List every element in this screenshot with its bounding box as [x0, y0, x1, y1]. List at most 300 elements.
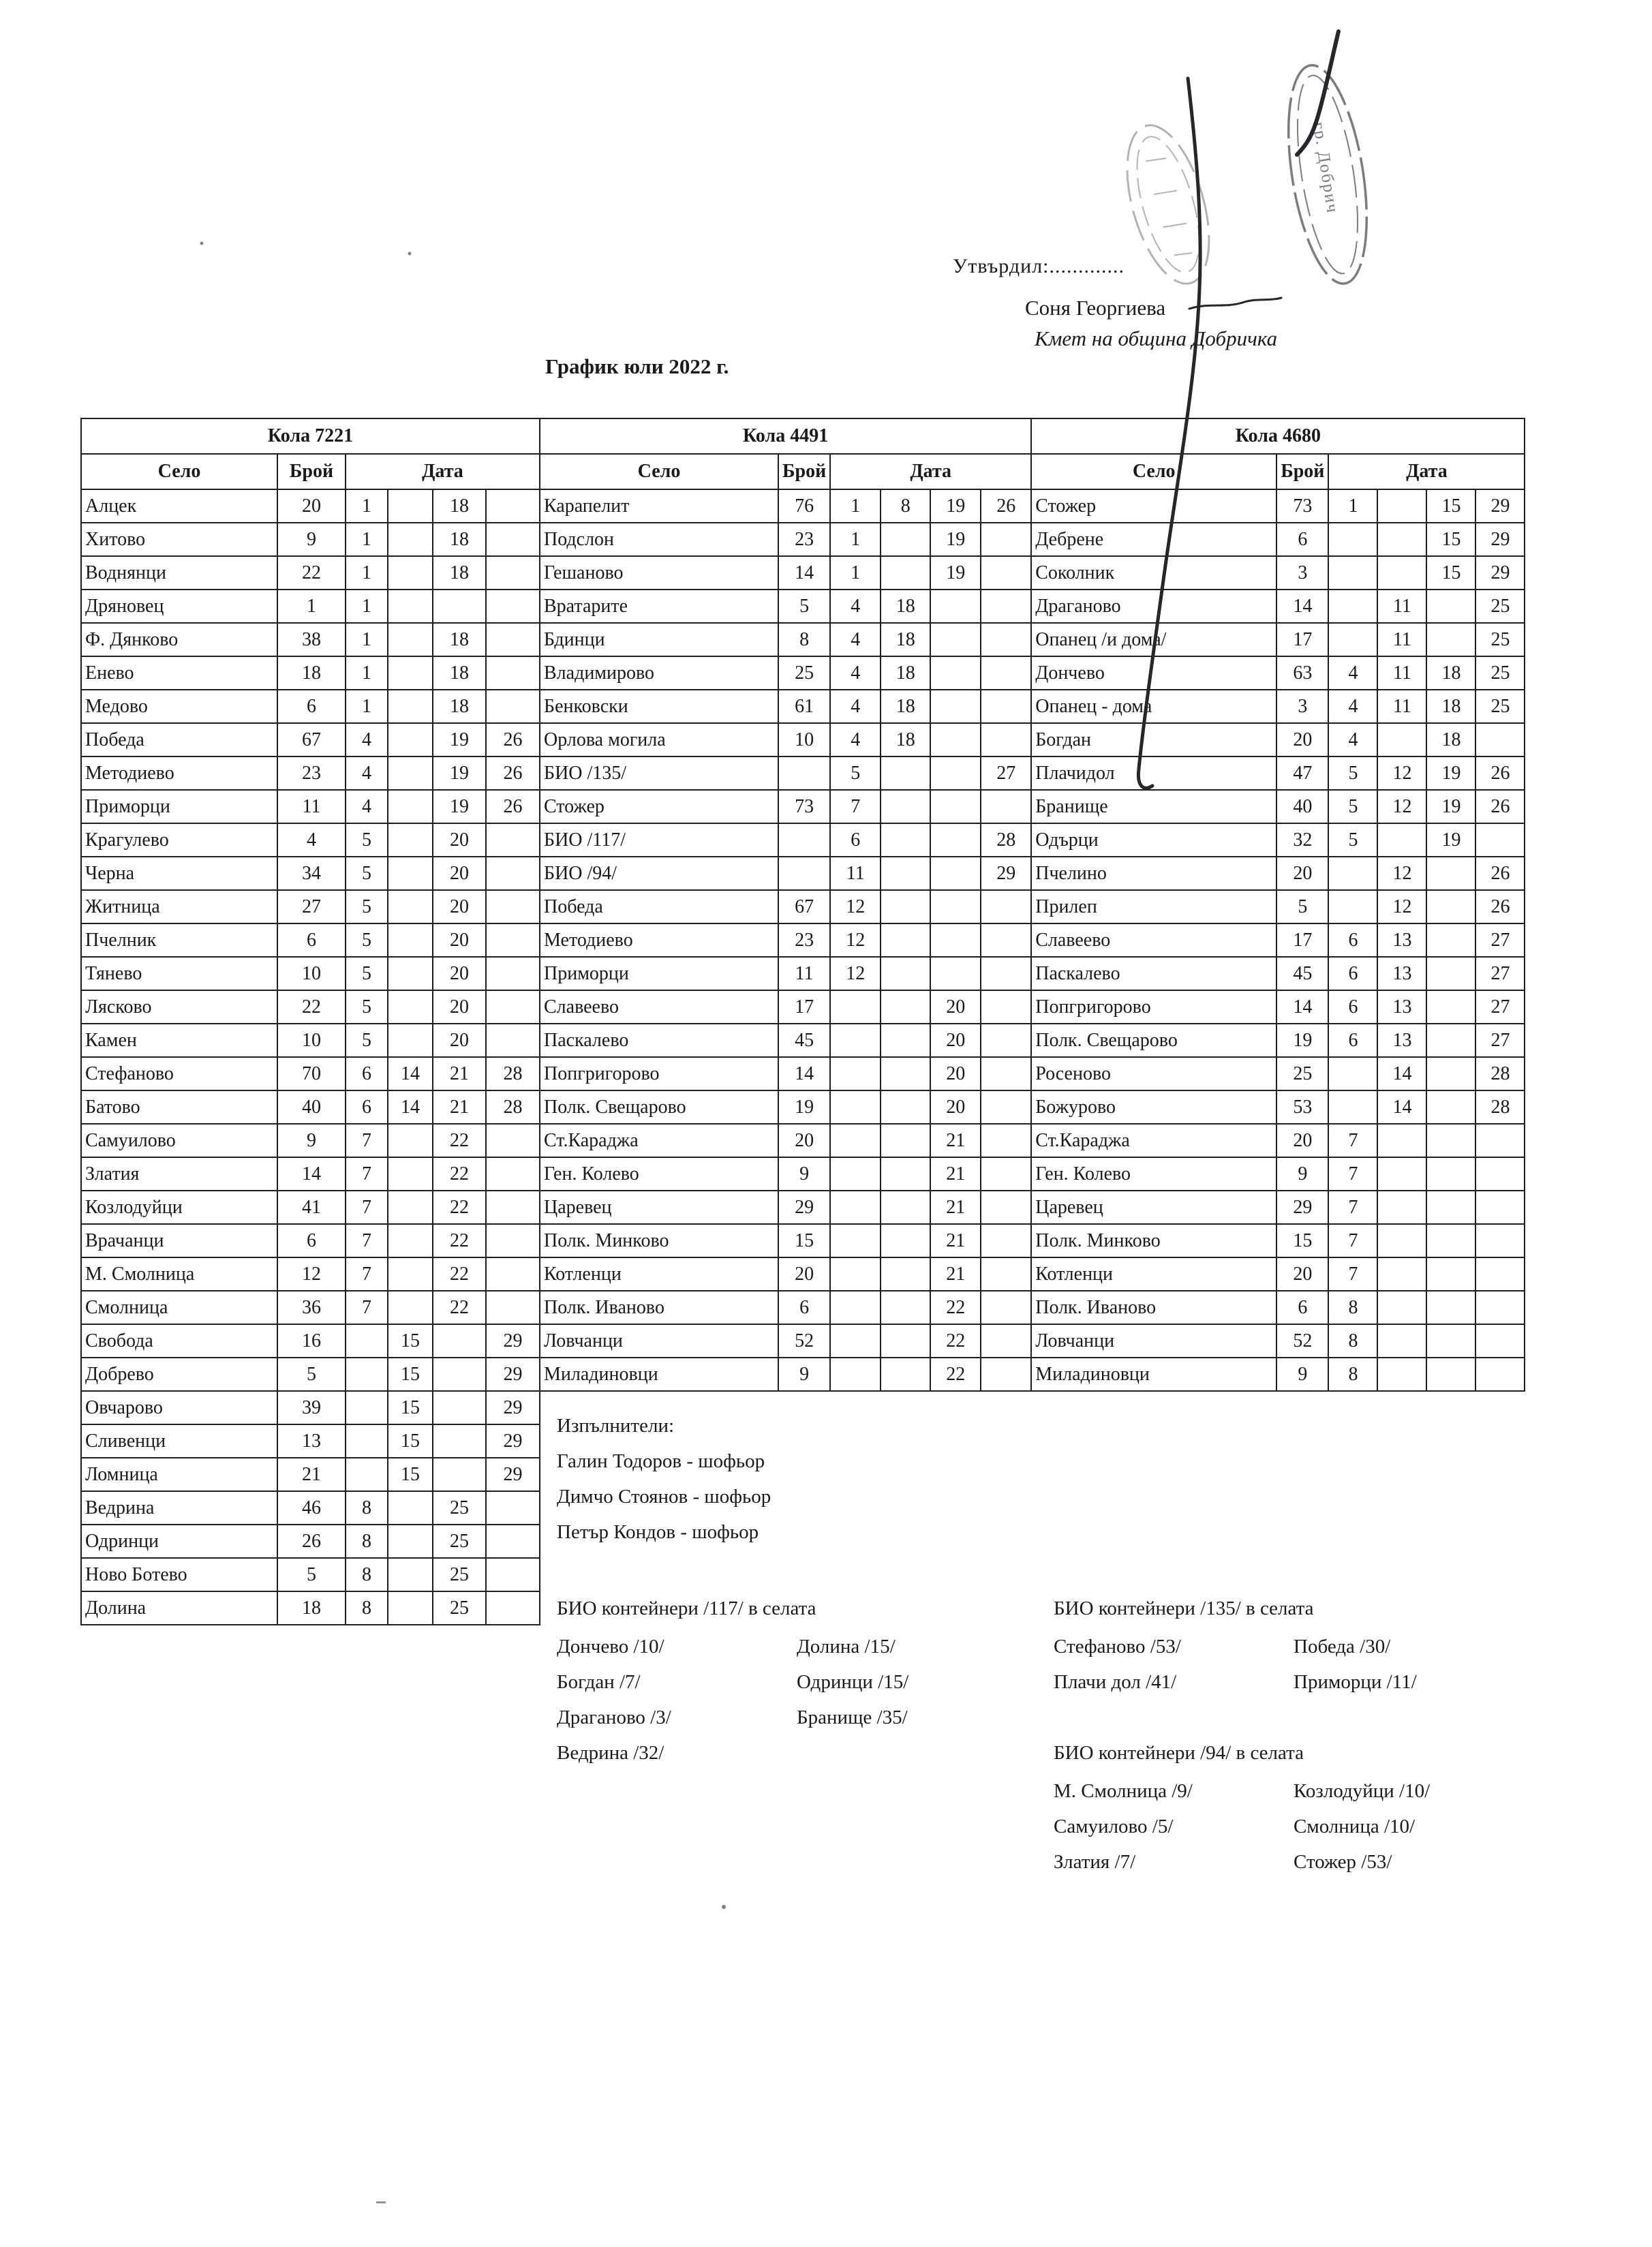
- count-cell: 20: [277, 489, 346, 523]
- schedule-row: [1031, 1057, 1525, 1090]
- village-cell: Овчарово: [81, 1391, 277, 1424]
- schedule-row: [1031, 857, 1525, 890]
- date-cell: [1426, 1124, 1475, 1157]
- date-cell: [388, 1224, 433, 1257]
- date-cell: [1377, 1191, 1426, 1224]
- date-cell: 1: [830, 556, 881, 590]
- date-cell: [1377, 523, 1426, 556]
- date-cell: 7: [830, 790, 881, 823]
- schedule-table-kola-4491: [539, 418, 1032, 1392]
- date-cell: [388, 1024, 433, 1057]
- date-cell: [1328, 523, 1377, 556]
- village-cell: Методиево: [540, 923, 778, 957]
- count-cell: 4: [277, 823, 346, 857]
- date-cell: 29: [486, 1324, 540, 1358]
- date-cell: [930, 857, 981, 890]
- count-cell: 17: [1276, 623, 1328, 656]
- signature-stroke-top: [1297, 31, 1339, 155]
- count-cell: 76: [778, 489, 830, 523]
- village-cell: Медово: [81, 690, 277, 723]
- village-cell: Ново Ботево: [81, 1558, 277, 1591]
- count-cell: 23: [778, 523, 830, 556]
- village-cell: Самуилово: [81, 1124, 277, 1157]
- date-cell: [930, 623, 981, 656]
- village-cell: Камен: [81, 1024, 277, 1057]
- date-cell: [486, 623, 540, 656]
- date-cell: [1426, 890, 1475, 923]
- car-header-row: [540, 418, 1031, 454]
- schedule-row: [540, 1358, 1031, 1391]
- col-count: Брой: [1276, 454, 1328, 489]
- count-cell: 23: [778, 923, 830, 957]
- car-label: Кола 4491: [540, 418, 1031, 454]
- page-title: График юли 2022 г.: [545, 354, 729, 378]
- village-cell: Попгригорово: [540, 1057, 778, 1090]
- date-cell: [1475, 1324, 1525, 1358]
- date-cell: 6: [1328, 957, 1377, 990]
- approver-name: Соня Георгиева: [1025, 296, 1166, 320]
- table-body: [1031, 489, 1525, 1391]
- schedule-row: [1031, 623, 1525, 656]
- executor-item: Галин Тодоров - шофьор: [557, 1450, 765, 1472]
- village-cell: Росеново: [1031, 1057, 1276, 1090]
- village-cell: Долина: [81, 1591, 277, 1625]
- count-cell: 10: [277, 1024, 346, 1057]
- date-cell: 18: [881, 623, 930, 656]
- date-cell: 14: [388, 1090, 433, 1124]
- schedule-row: [1031, 723, 1525, 756]
- date-cell: [346, 1458, 388, 1491]
- schedule-row: [1031, 1257, 1525, 1291]
- date-cell: [1328, 857, 1377, 890]
- date-cell: [486, 1224, 540, 1257]
- count-cell: 22: [277, 990, 346, 1024]
- date-cell: 25: [1475, 656, 1525, 690]
- count-cell: 26: [277, 1525, 346, 1558]
- village-cell: Алцек: [81, 489, 277, 523]
- car-header-row: [1031, 418, 1525, 454]
- date-cell: [486, 957, 540, 990]
- village-cell: Златия: [81, 1157, 277, 1191]
- date-cell: 19: [1426, 790, 1475, 823]
- schedule-row: [540, 957, 1031, 990]
- village-cell: Ф. Дянково: [81, 623, 277, 656]
- round-stamp-small-icon: [1112, 116, 1225, 292]
- count-cell: 9: [1276, 1358, 1328, 1391]
- village-cell: Сливенци: [81, 1424, 277, 1458]
- bio-row: [1054, 1809, 1533, 1844]
- date-cell: 22: [930, 1358, 981, 1391]
- count-cell: 14: [277, 1157, 346, 1191]
- date-cell: [1426, 923, 1475, 957]
- date-cell: 12: [1377, 756, 1426, 790]
- count-cell: 52: [1276, 1324, 1328, 1358]
- date-cell: 25: [433, 1558, 486, 1591]
- date-cell: [388, 1591, 433, 1625]
- date-cell: [1475, 1257, 1525, 1291]
- date-cell: [881, 823, 930, 857]
- count-cell: 15: [778, 1224, 830, 1257]
- table-body: [81, 489, 540, 1625]
- count-cell: 29: [778, 1191, 830, 1224]
- date-cell: 5: [830, 756, 881, 790]
- village-cell: Миладиновци: [1031, 1358, 1276, 1391]
- date-cell: [486, 1591, 540, 1625]
- date-cell: [1426, 1291, 1475, 1324]
- count-cell: 6: [1276, 1291, 1328, 1324]
- date-cell: 6: [1328, 990, 1377, 1024]
- schedule-row: [1031, 957, 1525, 990]
- date-cell: 25: [1475, 690, 1525, 723]
- bio-row: [557, 1735, 1037, 1771]
- date-cell: [388, 1491, 433, 1525]
- date-cell: [830, 1024, 881, 1057]
- schedule-row: [1031, 756, 1525, 790]
- date-cell: [388, 656, 433, 690]
- date-cell: 25: [1475, 590, 1525, 623]
- village-cell: Приморци: [540, 957, 778, 990]
- count-cell: 40: [277, 1090, 346, 1124]
- count-cell: 6: [277, 690, 346, 723]
- date-cell: [1328, 1057, 1377, 1090]
- schedule-row: [1031, 523, 1525, 556]
- village-cell: Ген. Колево: [540, 1157, 778, 1191]
- count-cell: 20: [1276, 857, 1328, 890]
- count-cell: 45: [1276, 957, 1328, 990]
- date-cell: 29: [981, 857, 1031, 890]
- count-cell: 45: [778, 1024, 830, 1057]
- date-cell: [881, 1224, 930, 1257]
- round-stamp-large-icon: [1275, 60, 1379, 289]
- village-cell: БИО /94/: [540, 857, 778, 890]
- schedule-row: [81, 1391, 540, 1424]
- schedule-row: [540, 690, 1031, 723]
- count-cell: 5: [277, 1358, 346, 1391]
- date-cell: 26: [1475, 890, 1525, 923]
- count-cell: 5: [1276, 890, 1328, 923]
- schedule-row: [81, 990, 540, 1024]
- schedule-row: [81, 1257, 540, 1291]
- date-cell: [1377, 1224, 1426, 1257]
- schedule-row: [540, 890, 1031, 923]
- date-cell: 18: [433, 690, 486, 723]
- date-cell: [1377, 1291, 1426, 1324]
- date-cell: [433, 1458, 486, 1491]
- village-cell: Бдинци: [540, 623, 778, 656]
- count-cell: 73: [778, 790, 830, 823]
- date-cell: [388, 489, 433, 523]
- count-cell: 9: [277, 523, 346, 556]
- village-cell: Полк. Свещарово: [540, 1090, 778, 1124]
- date-cell: [981, 623, 1031, 656]
- date-cell: 25: [433, 1525, 486, 1558]
- date-cell: 12: [830, 923, 881, 957]
- date-cell: 20: [433, 957, 486, 990]
- date-cell: 26: [981, 489, 1031, 523]
- count-cell: 25: [1276, 1057, 1328, 1090]
- count-cell: 14: [778, 556, 830, 590]
- bio-entry: Бранище /35/: [797, 1707, 908, 1728]
- date-cell: 28: [1475, 1057, 1525, 1090]
- date-cell: 20: [433, 823, 486, 857]
- count-cell: 1: [277, 590, 346, 623]
- date-cell: [1426, 1257, 1475, 1291]
- village-cell: Пчелино: [1031, 857, 1276, 890]
- executors-heading: Изпълнители:: [557, 1415, 675, 1437]
- date-cell: [486, 1257, 540, 1291]
- village-cell: Одринци: [81, 1525, 277, 1558]
- count-cell: 20: [778, 1257, 830, 1291]
- count-cell: [778, 756, 830, 790]
- count-cell: 9: [1276, 1157, 1328, 1191]
- date-cell: [981, 1090, 1031, 1124]
- date-cell: 7: [1328, 1124, 1377, 1157]
- date-cell: 20: [433, 990, 486, 1024]
- village-cell: Ловчанци: [1031, 1324, 1276, 1358]
- date-cell: [388, 690, 433, 723]
- date-cell: 18: [433, 489, 486, 523]
- date-cell: [1426, 857, 1475, 890]
- date-cell: 1: [346, 656, 388, 690]
- date-cell: [388, 723, 433, 756]
- date-cell: 13: [1377, 1024, 1426, 1057]
- date-cell: [388, 1558, 433, 1591]
- date-cell: 19: [433, 756, 486, 790]
- date-cell: 29: [486, 1391, 540, 1424]
- village-cell: Ген. Колево: [1031, 1157, 1276, 1191]
- bio-section-94: [1054, 1735, 1533, 1880]
- date-cell: [981, 656, 1031, 690]
- stamp-text: гр. Добрич: [1309, 121, 1342, 215]
- date-cell: 7: [1328, 1224, 1377, 1257]
- schedule-row: [540, 723, 1031, 756]
- schedule-row: [1031, 1224, 1525, 1257]
- count-cell: 6: [1276, 523, 1328, 556]
- date-cell: [388, 823, 433, 857]
- schedule-row: [540, 823, 1031, 857]
- count-cell: 11: [778, 957, 830, 990]
- schedule-row: [540, 1090, 1031, 1124]
- schedule-row: [81, 1191, 540, 1224]
- date-cell: [830, 1324, 881, 1358]
- village-cell: Богдан: [1031, 723, 1276, 756]
- bio-section-117: [557, 1591, 1037, 1771]
- village-cell: Божурово: [1031, 1090, 1276, 1124]
- date-cell: 18: [433, 523, 486, 556]
- date-cell: 5: [1328, 823, 1377, 857]
- table-body: [540, 489, 1031, 1391]
- date-cell: 18: [1426, 723, 1475, 756]
- date-cell: [881, 957, 930, 990]
- count-cell: [778, 823, 830, 857]
- schedule-table-kola-4680: [1030, 418, 1525, 1392]
- schedule-row: [81, 1591, 540, 1625]
- date-cell: 1: [346, 623, 388, 656]
- date-cell: 5: [346, 957, 388, 990]
- date-cell: 20: [433, 923, 486, 957]
- date-cell: [433, 590, 486, 623]
- date-cell: 19: [1426, 756, 1475, 790]
- date-cell: [981, 990, 1031, 1024]
- village-cell: Батово: [81, 1090, 277, 1124]
- bio-rows: [1054, 1629, 1533, 1700]
- date-cell: 4: [830, 656, 881, 690]
- date-cell: [1426, 957, 1475, 990]
- scan-artifact: [408, 252, 412, 256]
- date-cell: 20: [930, 1024, 981, 1057]
- date-cell: [1377, 723, 1426, 756]
- count-cell: 25: [778, 656, 830, 690]
- village-cell: Бенковски: [540, 690, 778, 723]
- count-cell: 17: [778, 990, 830, 1024]
- village-cell: Лясково: [81, 990, 277, 1024]
- date-cell: 20: [433, 857, 486, 890]
- village-cell: Пчелник: [81, 923, 277, 957]
- date-cell: 5: [1328, 756, 1377, 790]
- date-cell: 1: [1328, 489, 1377, 523]
- date-cell: [1426, 1090, 1475, 1124]
- col-date: Дата: [346, 454, 540, 489]
- column-header-row: [540, 454, 1031, 489]
- date-cell: 20: [930, 990, 981, 1024]
- date-cell: 25: [1475, 623, 1525, 656]
- date-cell: 7: [346, 1191, 388, 1224]
- village-cell: Опанец /и дома/: [1031, 623, 1276, 656]
- date-cell: 5: [346, 857, 388, 890]
- date-cell: [881, 1057, 930, 1090]
- date-cell: [881, 857, 930, 890]
- date-cell: [881, 1124, 930, 1157]
- count-cell: 6: [277, 923, 346, 957]
- village-cell: Ломница: [81, 1458, 277, 1491]
- schedule-row: [81, 1057, 540, 1090]
- date-cell: 4: [346, 723, 388, 756]
- schedule-row: [81, 1157, 540, 1191]
- count-cell: 47: [1276, 756, 1328, 790]
- date-cell: 18: [433, 556, 486, 590]
- count-cell: 3: [1276, 690, 1328, 723]
- date-cell: 22: [433, 1257, 486, 1291]
- count-cell: 14: [1276, 990, 1328, 1024]
- date-cell: [1426, 1324, 1475, 1358]
- date-cell: 7: [346, 1157, 388, 1191]
- schedule-row: [540, 1157, 1031, 1191]
- schedule-row: [81, 823, 540, 857]
- date-cell: 15: [1426, 489, 1475, 523]
- schedule-row: [1031, 823, 1525, 857]
- date-cell: 8: [1328, 1291, 1377, 1324]
- count-cell: 17: [1276, 923, 1328, 957]
- count-cell: 53: [1276, 1090, 1328, 1124]
- bio-row: [1054, 1629, 1533, 1664]
- date-cell: 19: [930, 489, 981, 523]
- village-cell: Ст.Караджа: [1031, 1124, 1276, 1157]
- schedule-row: [81, 523, 540, 556]
- count-cell: 3: [1276, 556, 1328, 590]
- village-cell: БИО /135/: [540, 756, 778, 790]
- schedule-row: [1031, 1157, 1525, 1191]
- column-header-row: [1031, 454, 1525, 489]
- schedule-row: [81, 923, 540, 957]
- date-cell: 26: [1475, 756, 1525, 790]
- schedule-row: [81, 1424, 540, 1458]
- schedule-row: [81, 756, 540, 790]
- date-cell: [346, 1424, 388, 1458]
- count-cell: 36: [277, 1291, 346, 1324]
- date-cell: [881, 1257, 930, 1291]
- date-cell: [486, 990, 540, 1024]
- village-cell: Стожер: [1031, 489, 1276, 523]
- date-cell: [486, 1191, 540, 1224]
- date-cell: [930, 957, 981, 990]
- schedule-row: [540, 489, 1031, 523]
- village-cell: Попгригорово: [1031, 990, 1276, 1024]
- date-cell: [388, 790, 433, 823]
- date-cell: 18: [881, 590, 930, 623]
- count-cell: 9: [778, 1157, 830, 1191]
- schedule-row: [540, 1257, 1031, 1291]
- schedule-row: [1031, 1124, 1525, 1157]
- bio-entry: Козлодуйци /10/: [1294, 1780, 1431, 1802]
- bio-section-135: [1054, 1591, 1533, 1700]
- village-cell: Полк. Иваново: [540, 1291, 778, 1324]
- date-cell: [388, 890, 433, 923]
- date-cell: [981, 590, 1031, 623]
- date-cell: [346, 1324, 388, 1358]
- date-cell: [881, 1157, 930, 1191]
- date-cell: 28: [486, 1090, 540, 1124]
- village-cell: Стожер: [540, 790, 778, 823]
- village-cell: Воднянци: [81, 556, 277, 590]
- date-cell: 4: [830, 590, 881, 623]
- date-cell: [930, 923, 981, 957]
- date-cell: 12: [1377, 890, 1426, 923]
- date-cell: 18: [433, 656, 486, 690]
- schedule-row: [1031, 1191, 1525, 1224]
- date-cell: [981, 1291, 1031, 1324]
- date-cell: 19: [433, 790, 486, 823]
- count-cell: 10: [778, 723, 830, 756]
- date-cell: 27: [981, 756, 1031, 790]
- date-cell: 21: [433, 1057, 486, 1090]
- village-cell: Гешаново: [540, 556, 778, 590]
- date-cell: 7: [1328, 1191, 1377, 1224]
- date-cell: 4: [830, 723, 881, 756]
- date-cell: 26: [1475, 857, 1525, 890]
- date-cell: 6: [1328, 1024, 1377, 1057]
- date-cell: 8: [1328, 1358, 1377, 1391]
- date-cell: [1426, 1157, 1475, 1191]
- date-cell: 22: [433, 1291, 486, 1324]
- date-cell: 27: [1475, 990, 1525, 1024]
- date-cell: [433, 1358, 486, 1391]
- date-cell: [881, 1358, 930, 1391]
- date-cell: [930, 890, 981, 923]
- village-cell: Бранище: [1031, 790, 1276, 823]
- count-cell: 29: [1276, 1191, 1328, 1224]
- village-cell: Житница: [81, 890, 277, 923]
- date-cell: [1377, 1257, 1426, 1291]
- village-cell: Победа: [81, 723, 277, 756]
- date-cell: [881, 1191, 930, 1224]
- village-cell: Свобода: [81, 1324, 277, 1358]
- date-cell: [1328, 890, 1377, 923]
- date-cell: [830, 1191, 881, 1224]
- date-cell: 26: [486, 790, 540, 823]
- count-cell: 52: [778, 1324, 830, 1358]
- bio-rows: [557, 1629, 1037, 1771]
- date-cell: [930, 690, 981, 723]
